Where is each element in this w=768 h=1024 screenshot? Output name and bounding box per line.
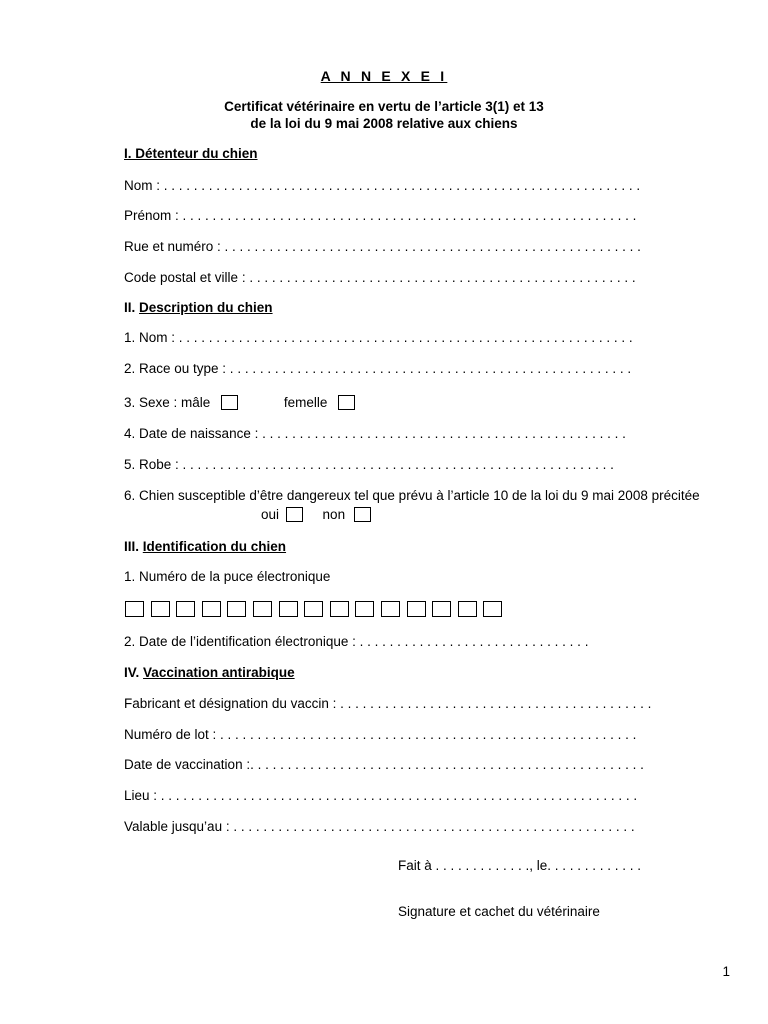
female-label: femelle [283, 395, 328, 410]
chip-digit-box[interactable] [125, 601, 144, 617]
annex-title: A N N E X E I [320, 68, 448, 84]
chip-digit-box[interactable] [432, 601, 451, 617]
certificate-title-line1: Certificat vétérinaire en vertu de l’article 3(1) et 13 [224, 99, 544, 114]
chip-digit-box[interactable] [151, 601, 170, 617]
section-1-heading-text: I. Détenteur du chien [124, 146, 258, 161]
sex-label: 3. Sexe : mâle [124, 395, 211, 410]
holder-street-field[interactable]: Rue et numéro : . . . . . . . . . . . . . . . . . . . . . . . . . . . . . . . . . . . . . . . . . . . . . . . . . . . . . . . . [124, 239, 641, 254]
dog-breed-field[interactable]: 2. Race ou type : . . . . . . . . . . . . . . . . . . . . . . . . . . . . . . . . . . . . . . . . . . . . . . . . . . . . . . [124, 361, 632, 376]
veterinarian-signature-label: Signature et cachet du vétérinaire [398, 904, 600, 919]
female-checkbox[interactable] [338, 395, 355, 410]
chip-digit-box[interactable] [483, 601, 502, 617]
section-3-heading-num: III. [124, 539, 140, 554]
section-2-heading-text: Description du chien [139, 300, 273, 315]
holder-firstname-field[interactable]: Prénom : . . . . . . . . . . . . . . . . . . . . . . . . . . . . . . . . . . . . . . . . . . . . . . . . . . . . . . . . . . . . . [124, 208, 637, 223]
chip-number-label: 1. Numéro de la puce électronique [124, 569, 331, 584]
section-4-heading-num: IV. [124, 665, 140, 680]
lot-number-field[interactable]: Numéro de lot : . . . . . . . . . . . . . . . . . . . . . . . . . . . . . . . . . . . . . . . . . . . . . . . . . . . . . . . . [124, 727, 637, 742]
dog-sex-row [124, 395, 355, 410]
dog-birthdate-field[interactable]: 4. Date de naissance : . . . . . . . . . . . . . . . . . . . . . . . . . . . . . . . . . . . . . . . . . . . . . . . . . [124, 426, 626, 441]
yes-label: oui [261, 507, 280, 522]
chip-digit-box[interactable] [304, 601, 323, 617]
valid-until-field[interactable]: Valable jusqu’au : . . . . . . . . . . . . . . . . . . . . . . . . . . . . . . . . . . . . . . . . . . . . . . . . . . . . . . [124, 819, 635, 834]
section-3-heading [124, 539, 286, 554]
identification-date-field[interactable]: 2. Date de l’identification électronique : . . . . . . . . . . . . . . . . . . . . . . . . . . . . . . . [124, 634, 589, 649]
section-4-heading [124, 665, 295, 680]
dangerous-dog-question: 6. Chien susceptible d’être dangereux tel que prévu à l’article 10 de la loi du 9 mai 2008 précitée [124, 488, 700, 503]
section-4-heading-text: Vaccination antirabique [143, 665, 295, 680]
no-checkbox[interactable] [354, 507, 371, 522]
place-date-field[interactable]: Fait à . . . . . . . . . . . . ., le. . . . . . . . . . . . . [398, 858, 642, 873]
chip-digit-box[interactable] [355, 601, 374, 617]
chip-digit-box[interactable] [330, 601, 349, 617]
chip-digit-box[interactable] [176, 601, 195, 617]
chip-digit-box[interactable] [458, 601, 477, 617]
chip-digit-box[interactable] [381, 601, 400, 617]
section-2-heading-num: II. [124, 300, 136, 315]
male-checkbox[interactable] [221, 395, 238, 410]
page-number: 1 [722, 964, 730, 979]
certificate-title-line2: de la loi du 9 mai 2008 relative aux chiens [250, 116, 518, 131]
chip-digit-box[interactable] [279, 601, 298, 617]
vaccine-manufacturer-field[interactable]: Fabricant et désignation du vaccin : . . . . . . . . . . . . . . . . . . . . . . . . . . . . . . . . . . . . . . . . . . [124, 696, 652, 711]
chip-digit-box[interactable] [407, 601, 426, 617]
dangerous-dog-answer-row [261, 507, 371, 522]
chip-digit-box[interactable] [253, 601, 272, 617]
holder-name-field[interactable]: Nom : . . . . . . . . . . . . . . . . . . . . . . . . . . . . . . . . . . . . . . . . . . . . . . . . . . . . . . . . . . . . . . . . [124, 178, 641, 193]
holder-postcode-city-field[interactable]: Code postal et ville : . . . . . . . . . . . . . . . . . . . . . . . . . . . . . . . . . . . . . . . . . . . . . . . . . . . . [124, 270, 636, 285]
yes-checkbox[interactable] [286, 507, 303, 522]
section-2-heading [124, 300, 273, 315]
dog-coat-field[interactable]: 5. Robe : . . . . . . . . . . . . . . . . . . . . . . . . . . . . . . . . . . . . . . . . . . . . . . . . . . . . . . . . . . [124, 457, 614, 472]
chip-digit-box[interactable] [227, 601, 246, 617]
section-3-heading-text: Identification du chien [142, 539, 287, 554]
vaccination-date-field[interactable]: Date de vaccination :. . . . . . . . . . . . . . . . . . . . . . . . . . . . . . . . . . . . . . . . . . . . . . . . . . . . . [124, 757, 644, 772]
dog-name-field[interactable]: 1. Nom : . . . . . . . . . . . . . . . . . . . . . . . . . . . . . . . . . . . . . . . . . . . . . . . . . . . . . . . . . . . . . [124, 330, 633, 345]
no-label: non [322, 507, 346, 522]
vaccination-place-field[interactable]: Lieu : . . . . . . . . . . . . . . . . . . . . . . . . . . . . . . . . . . . . . . . . . . . . . . . . . . . . . . . . . . . . . . . . [124, 788, 638, 803]
section-1-heading [124, 146, 258, 161]
chip-digit-box[interactable] [202, 601, 221, 617]
